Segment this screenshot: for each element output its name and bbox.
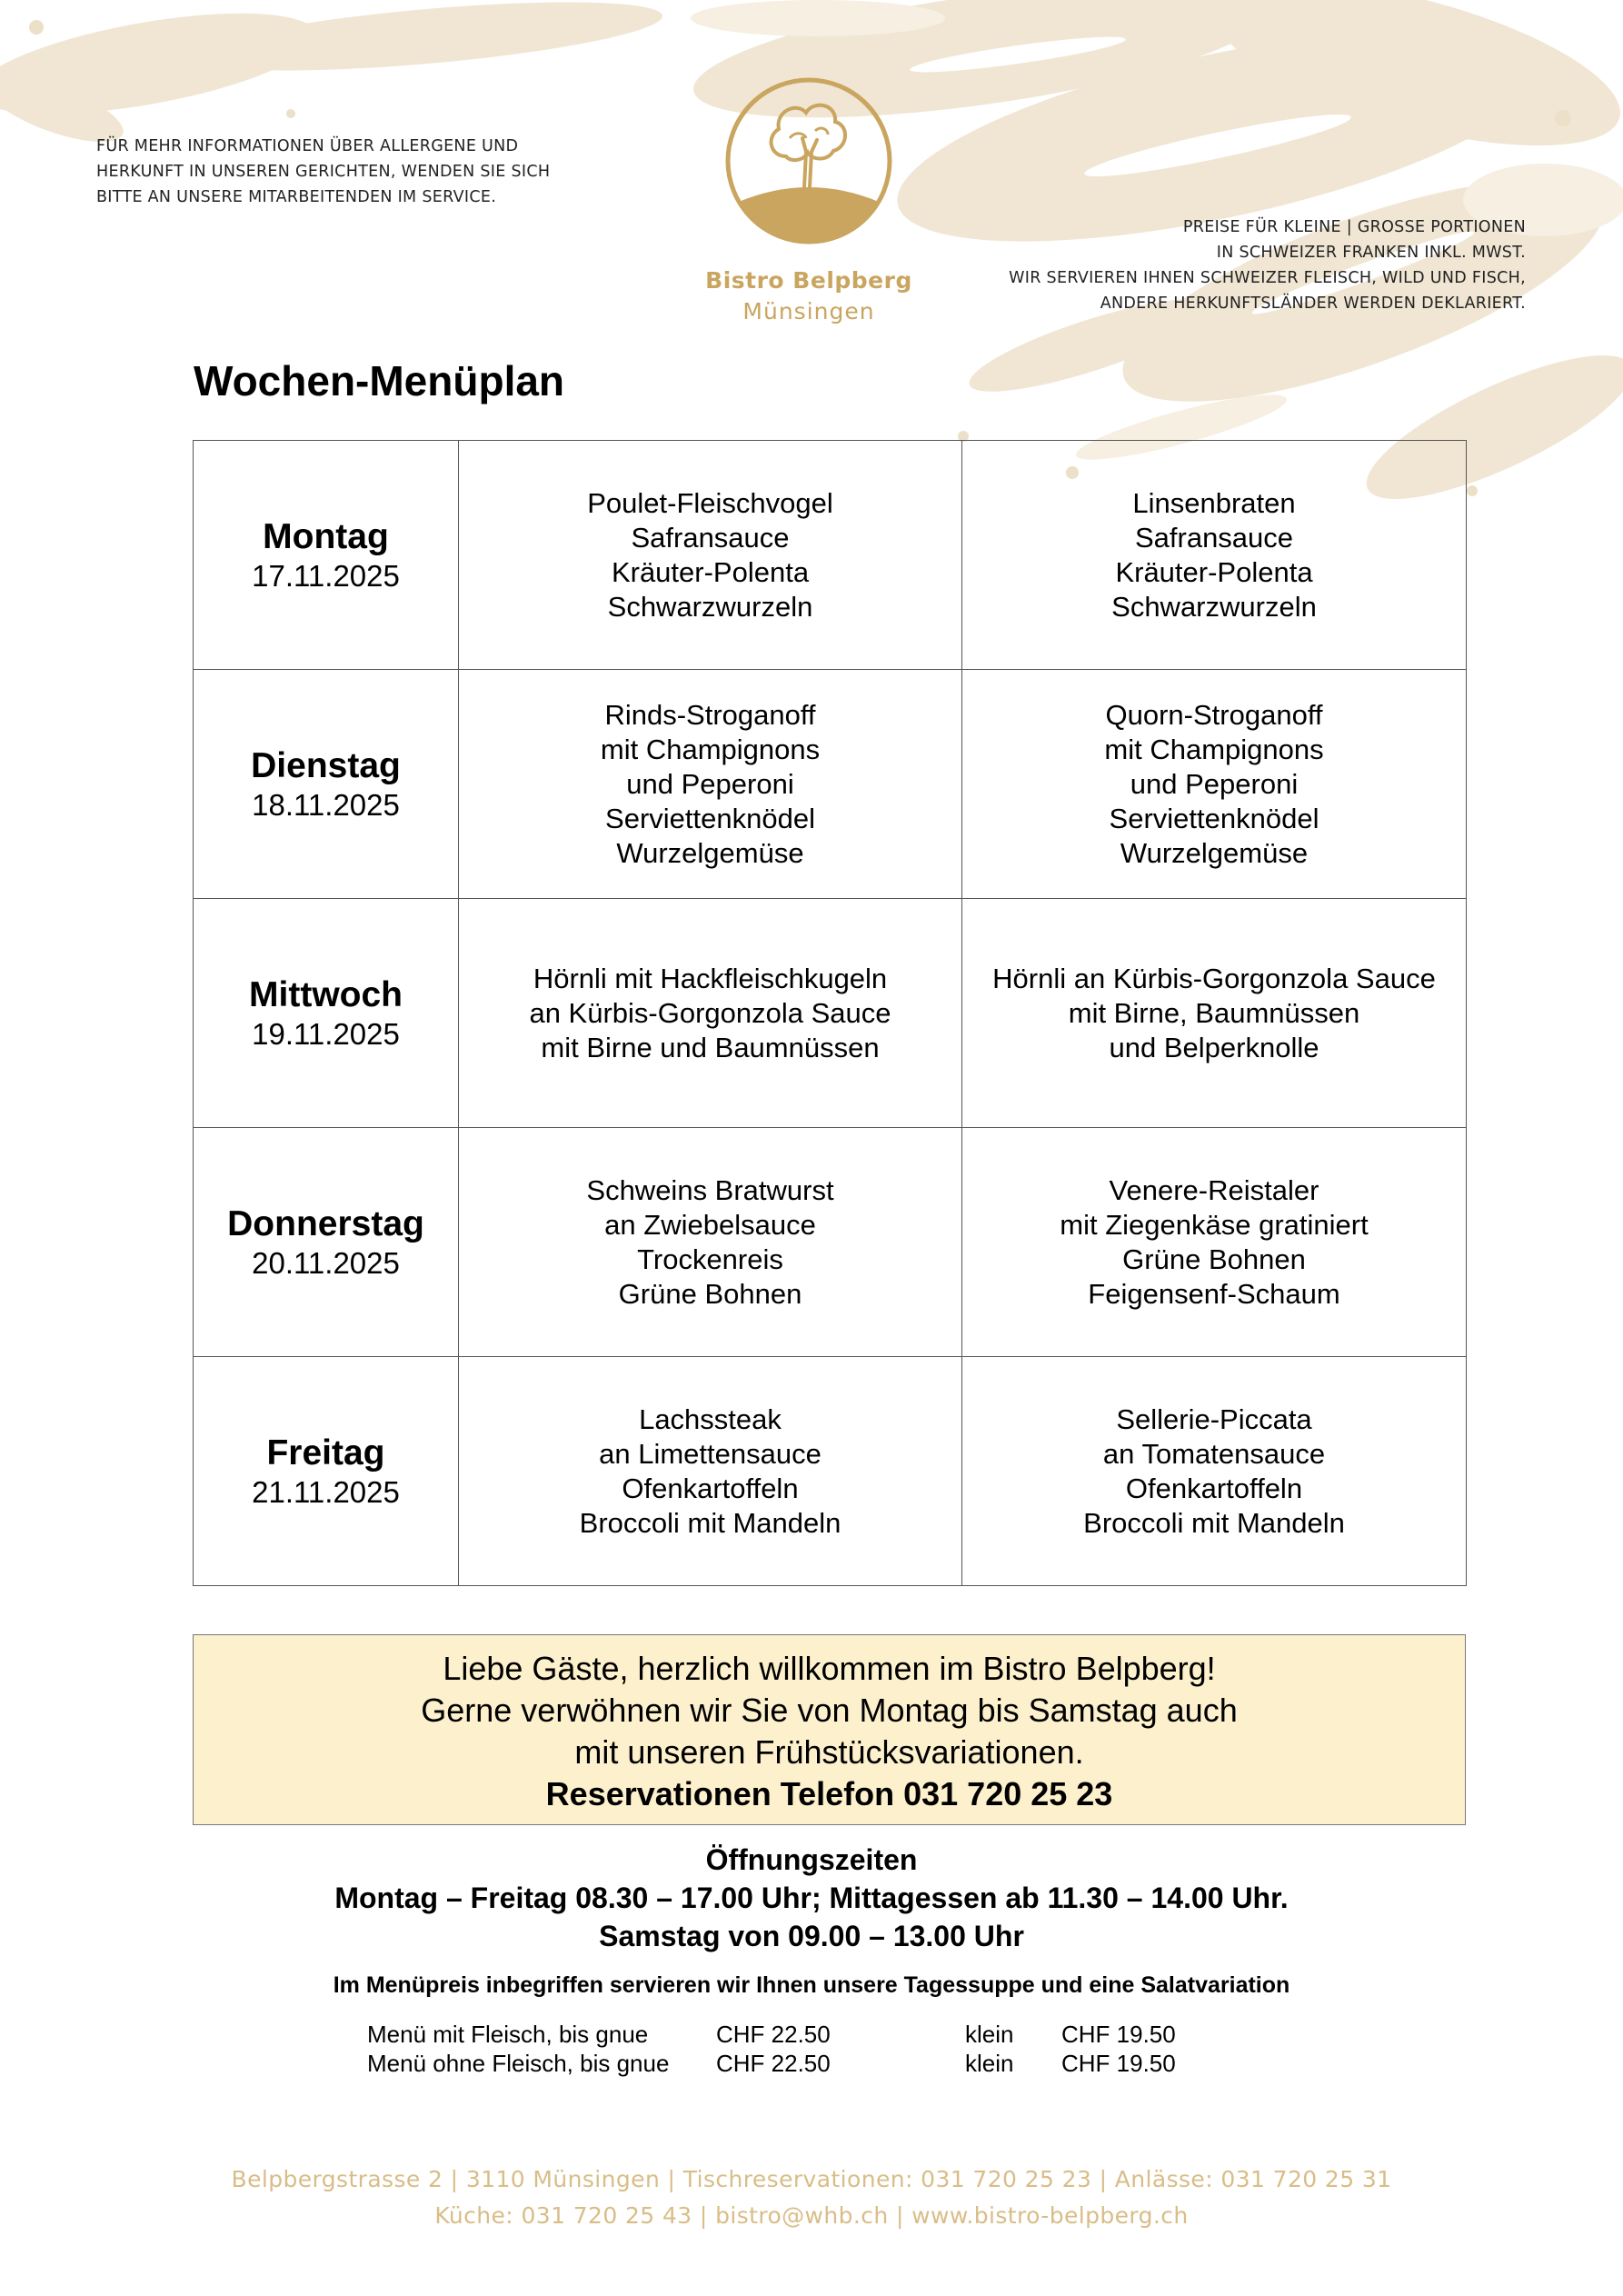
price-row-small-price: CHF 19.50: [1061, 2050, 1176, 2077]
price-info-note: [781, 215, 1526, 316]
dish-line: mit Ziegenkäse gratiniert: [1060, 1208, 1369, 1241]
price-row-small-label: klein: [965, 2050, 1014, 2077]
welcome-line: Gerne verwöhnen wir Sie von Montag bis Samstag auch: [421, 1692, 1238, 1729]
day-cell: [194, 899, 459, 1128]
dish-line: an Kürbis-Gorgonzola Sauce: [529, 996, 891, 1029]
price-note-line: WIR SERVIEREN IHNEN SCHWEIZER FLEISCH, WILD UND FISCH,: [1009, 269, 1526, 287]
dish-line: an Tomatensauce: [1102, 1437, 1326, 1470]
brand-name: Bistro Belpberg: [705, 267, 912, 294]
price-row-small-price: CHF 19.50: [1061, 2021, 1176, 2048]
dish-line: Linsenbraten: [1132, 486, 1296, 519]
welcome-box: [193, 1634, 1466, 1825]
price-list: [367, 2020, 1276, 2078]
page-title: Wochen-Menüplan: [194, 357, 565, 404]
price-row-price: CHF 22.50: [716, 2021, 831, 2048]
reservation-phone: Reservationen Telefon 031 720 25 23: [545, 1775, 1113, 1812]
allergen-note-line: BITTE AN UNSERE MITARBEITENDEN IM SERVICE.: [96, 188, 497, 206]
dish-line: Kräuter-Polenta: [1115, 555, 1313, 588]
dish-line: und Peperoni: [1130, 767, 1299, 800]
menu-day-row: [194, 441, 1467, 670]
meat-dish-cell: [459, 1357, 962, 1586]
brand-location: Münsingen: [742, 298, 875, 324]
dish-line: Lachssteak: [639, 1403, 782, 1435]
dish-line: Poulet-Fleischvogel: [587, 486, 833, 519]
dish-line: Safransauce: [631, 521, 790, 554]
dish-line: Safransauce: [1134, 521, 1294, 554]
meat-dish-cell: [459, 441, 962, 670]
menu-day-row: [194, 1128, 1467, 1357]
menu-day-row: [194, 670, 1467, 899]
price-row-label: Menü mit Fleisch, bis gnue: [367, 2021, 649, 2048]
footer-address-line: Belpbergstrasse 2 | 3110 Münsingen | Tischreservationen: 031 720 25 23 | Anlässe: 031 720 25 31: [231, 2166, 1392, 2192]
vegetarian-dish-cell: [962, 1357, 1467, 1586]
dish-line: Trockenreis: [637, 1243, 783, 1275]
footer-contact-line: Küche: 031 720 25 43 | bistro@whb.ch | www.bistro-belpberg.ch: [434, 2202, 1189, 2229]
dish-line: Wurzelgemüse: [616, 836, 804, 869]
dish-line: Feigensenf-Schaum: [1088, 1277, 1340, 1310]
welcome-line: mit unseren Frühstücksvariationen.: [574, 1733, 1084, 1771]
dish-line: Broccoli mit Mandeln: [1083, 1506, 1345, 1539]
dish-line: Hörnli mit Hackfleischkugeln: [533, 962, 888, 994]
welcome-line: Liebe Gäste, herzlich willkommen im Bistro Belpberg!: [443, 1650, 1216, 1687]
day-date: 20.11.2025: [252, 1245, 400, 1280]
price-note-line: IN SCHWEIZER FRANKEN INKL. MWST.: [1216, 244, 1526, 262]
meat-dish-cell: [459, 670, 962, 899]
meat-dish-cell: [459, 899, 962, 1128]
day-name: Dienstag: [251, 745, 401, 785]
dish-line: mit Champignons: [600, 733, 821, 765]
day-date: 17.11.2025: [252, 558, 400, 593]
day-cell: [194, 1357, 459, 1586]
dish-line: Ofenkartoffeln: [622, 1472, 799, 1504]
dish-line: Quorn-Stroganoff: [1105, 698, 1323, 731]
dish-line: Grüne Bohnen: [1122, 1243, 1306, 1275]
dish-line: Kräuter-Polenta: [611, 555, 810, 588]
day-date: 18.11.2025: [252, 787, 400, 822]
dish-line: und Peperoni: [626, 767, 794, 800]
price-row: [367, 2020, 1276, 2049]
dish-line: Ofenkartoffeln: [1125, 1472, 1303, 1504]
price-row-price: CHF 22.50: [716, 2050, 831, 2077]
dish-line: Serviettenknödel: [605, 802, 815, 834]
vegetarian-dish-cell: [962, 1128, 1467, 1357]
dish-line: Schwarzwurzeln: [1111, 590, 1317, 623]
dish-line: mit Birne, Baumnüssen: [1068, 996, 1360, 1029]
menu-day-row: [194, 1357, 1467, 1586]
opening-hours-saturday: Samstag von 09.00 – 13.00 Uhr: [599, 1920, 1024, 1952]
footer-contact: [0, 2161, 1623, 2234]
day-date: 19.11.2025: [252, 1016, 400, 1051]
vegetarian-dish-cell: [962, 441, 1467, 670]
dish-line: mit Champignons: [1104, 733, 1324, 765]
dish-line: und Belperknolle: [1109, 1031, 1319, 1063]
allergen-note-line: FÜR MEHR INFORMATIONEN ÜBER ALLERGENE UND: [96, 137, 519, 155]
dish-line: Rinds-Stroganoff: [604, 698, 816, 731]
day-name: Freitag: [266, 1433, 385, 1472]
dish-line: Venere-Reistaler: [1109, 1173, 1319, 1206]
price-note-line: PREISE FÜR KLEINE | GROSSE PORTIONEN: [1182, 218, 1526, 236]
vegetarian-dish-cell: [962, 899, 1467, 1128]
included-note: Im Menüpreis inbegriffen servieren wir Ihnen unsere Tagessuppe und eine Salatvariation: [333, 1972, 1290, 1998]
menu-day-row: [194, 899, 1467, 1128]
dish-line: Sellerie-Piccata: [1116, 1403, 1312, 1435]
dish-line: Schwarzwurzeln: [607, 590, 813, 623]
dish-line: an Zwiebelsauce: [604, 1208, 816, 1241]
allergen-note-line: HERKUNFT IN UNSEREN GERICHTEN, WENDEN SIE SICH: [96, 163, 551, 181]
dish-line: Schweins Bratwurst: [586, 1173, 834, 1206]
dish-line: Grüne Bohnen: [618, 1277, 802, 1310]
opening-hours: [0, 1841, 1623, 1955]
price-row: [367, 2049, 1276, 2078]
price-note-line: ANDERE HERKUNFTSLÄNDER WERDEN DEKLARIERT.: [1100, 294, 1526, 313]
dish-line: Broccoli mit Mandeln: [579, 1506, 841, 1539]
meat-dish-cell: [459, 1128, 962, 1357]
dish-line: an Limettensauce: [599, 1437, 821, 1470]
price-row-label: Menü ohne Fleisch, bis gnue: [367, 2050, 670, 2077]
weekly-menu-table: [193, 440, 1467, 1586]
day-cell: [194, 670, 459, 899]
opening-hours-heading: Öffnungszeiten: [705, 1843, 918, 1876]
price-row-small-label: klein: [965, 2021, 1014, 2048]
dish-line: Hörnli an Kürbis-Gorgonzola Sauce: [992, 962, 1436, 994]
dish-line: Serviettenknödel: [1109, 802, 1319, 834]
allergen-info-note: [96, 134, 605, 210]
day-name: Donnerstag: [227, 1203, 424, 1243]
dish-line: Wurzelgemüse: [1120, 836, 1309, 869]
day-name: Montag: [263, 516, 389, 556]
day-cell: [194, 1128, 459, 1357]
dish-line: mit Birne und Baumnüssen: [541, 1031, 880, 1063]
opening-hours-weekdays: Montag – Freitag 08.30 – 17.00 Uhr; Mittagessen ab 11.30 – 14.00 Uhr.: [334, 1882, 1289, 1914]
day-cell: [194, 441, 459, 670]
vegetarian-dish-cell: [962, 670, 1467, 899]
day-name: Mittwoch: [249, 974, 403, 1014]
day-date: 21.11.2025: [252, 1474, 400, 1509]
